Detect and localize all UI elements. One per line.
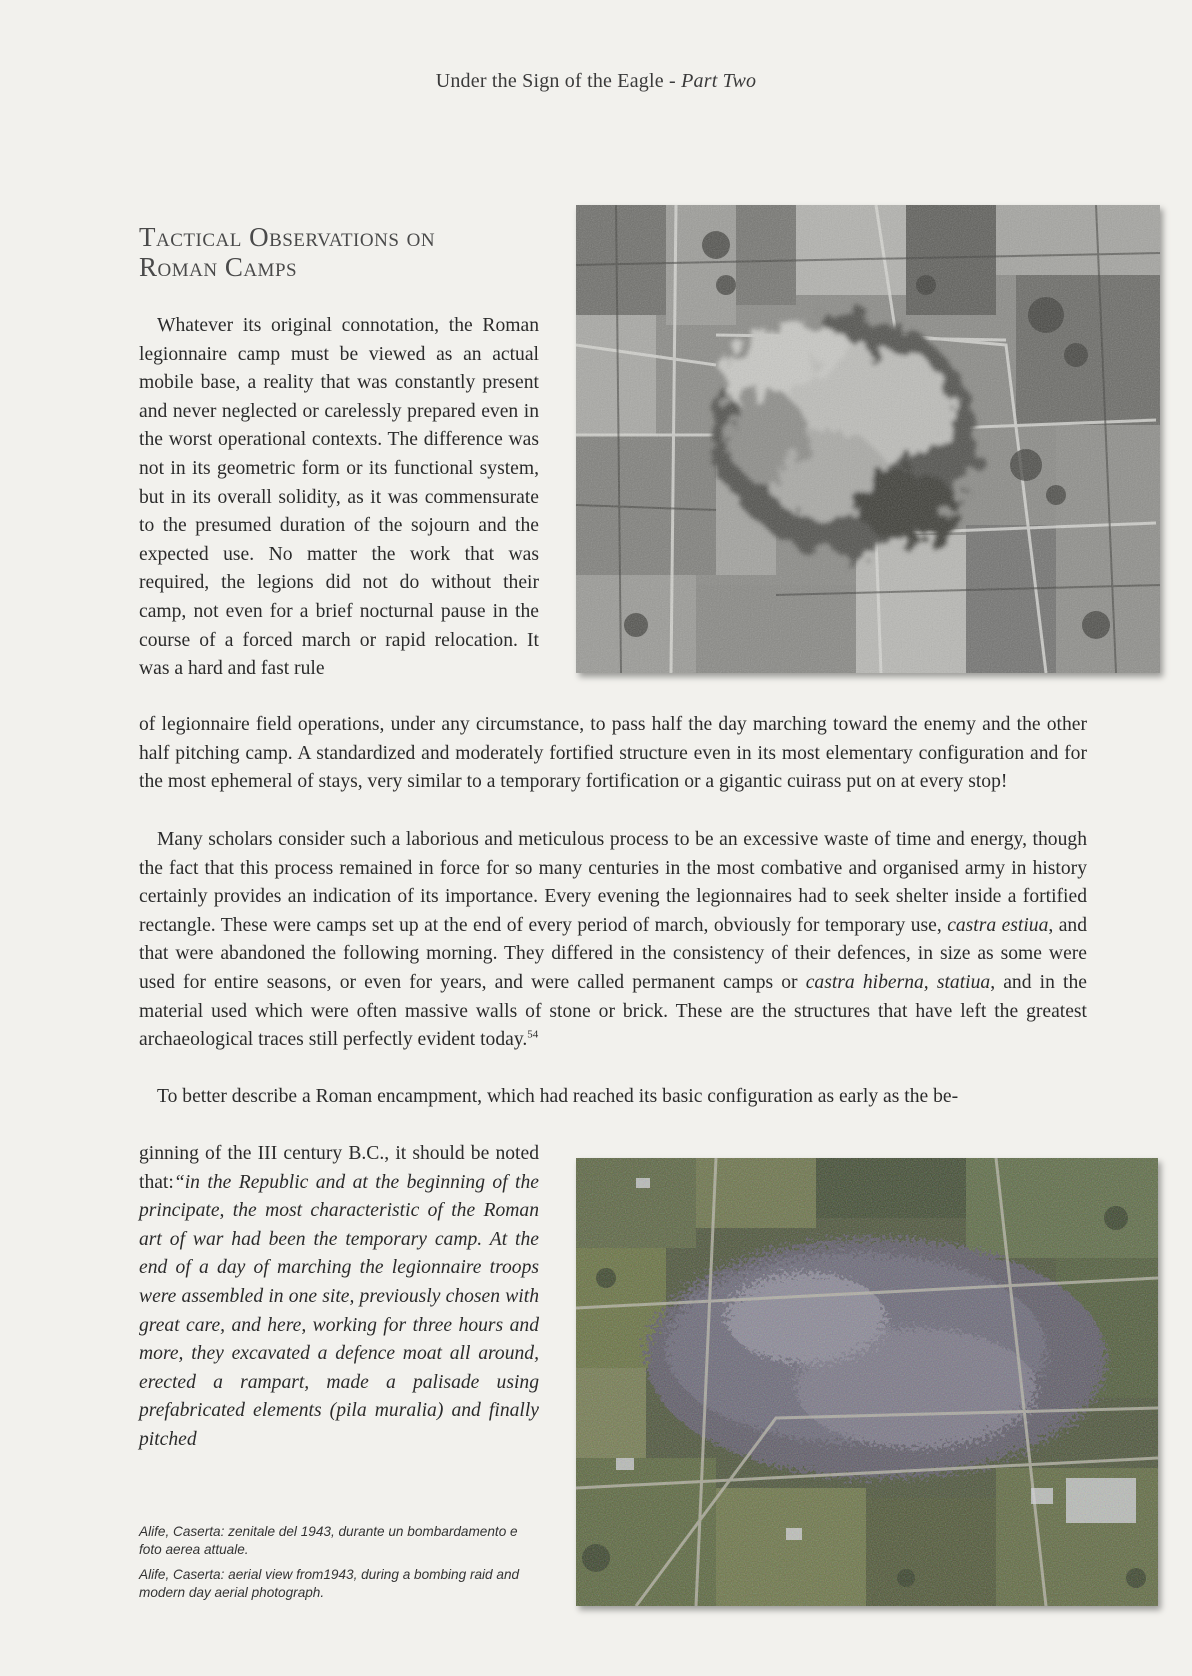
book-title: Under the Sign of the Eagle [435,70,664,92]
caption-english: Alife, Caserta: aerial view from1943, during a bombing raid and modern day aerial photograph. [139,1567,520,1600]
paragraph-2-part-2: , and that were abandoned the following morning. They differed in the consistency of their defences, in size as some were used for entire seasons, or even for years, and were called permanent camps or [139,914,1087,993]
paragraph-1-narrow-text: Whatever its original connotation, the Roman legionnaire camp must be viewed as an actual mobile base, a reality that was constantly present and never neglected or carelessly prepared even in the worst operational contexts. The difference was not in its geometric form or its functional system, but in its overall solidity, as it was commensurate to the presumed duration of the sojourn and the expected use. No matter the work that was required, the legions did not do without their camp, not even for a brief nocturnal pause in the course of a forced march or rapid relocation. It was a hard and fast rule [139,315,539,680]
paragraph-2 [139,826,1087,1055]
quotation: “in the Republic and at the beginning of the principate, the most characteristic of the Roman art of war had been the temporary camp. At the end of a day of marching the legionnaire troops were assembled in one site, previously chosen with great care, and here, working for three hours and more, they excavated a defence moat all around, erected a rampart, made a palisade using prefabricated elements (pila muralia) and finally pitched [139,1171,539,1450]
latin-term-castra-estiua: castra estiua [947,914,1049,936]
header-separator: - [669,70,676,92]
footnote-marker: 54 [527,1028,539,1041]
paragraph-3-narrow [139,1140,539,1455]
section-title-line-1: Tactical Observations on [139,222,436,252]
part-label: Part Two [681,70,757,92]
paragraph-1-narrow [139,312,539,684]
paragraph-3-wide [139,1083,1087,1112]
section-title-line-2: Roman Camps [139,252,298,282]
paragraph-1-wide-text: of legionnaire field operations, under any circumstance, to pass half the day marching toward the enemy and the other half pitching camp. A standardized and moderately fortified structure even in its most elementary configuration and for the most ephemeral of stays, very similar to a temporary fortification or a gigantic cuirass put on at every stop! [139,714,1087,793]
caption-italian: Alife, Caserta: zenitale del 1943, durante un bombardamento e foto aerea attuale. [139,1524,518,1557]
paragraph-2-part-1: Many scholars consider such a laborious and meticulous process to be an excessive waste of time and energy, though the fact that this process remained in force for so many centuries in the most combative and organised army in history certainly provides an indication of its importance. Every evening the legionnaires had to seek shelter inside a fortified rectangle. These were camps set up at the end of every period of march, obviously for temporary use, [139,829,1087,936]
paragraph-3-narrow-text [139,1140,539,1455]
aerial-photo-modern [576,1158,1158,1606]
latin-term-castra-hiberna: castra hiberna, statiua [805,971,991,993]
paragraph-2-part-3: , and in the material used which were often massive walls of stone or brick. These are the structures that have left the greatest archaeological traces still perfectly evident today. [139,971,1087,1051]
aerial-photo-1943 [576,205,1160,673]
paragraph-3-lead: ginning of the III century B.C., it should be noted that: [139,1143,539,1193]
running-header [0,70,1192,93]
paragraph-1-wide [139,711,1087,797]
paragraph-2-text [139,826,1087,1055]
section-title [139,222,559,282]
paragraph-3-wide-text: To better describe a Roman encampment, which had reached its basic configuration as early as the be- [157,1086,959,1107]
